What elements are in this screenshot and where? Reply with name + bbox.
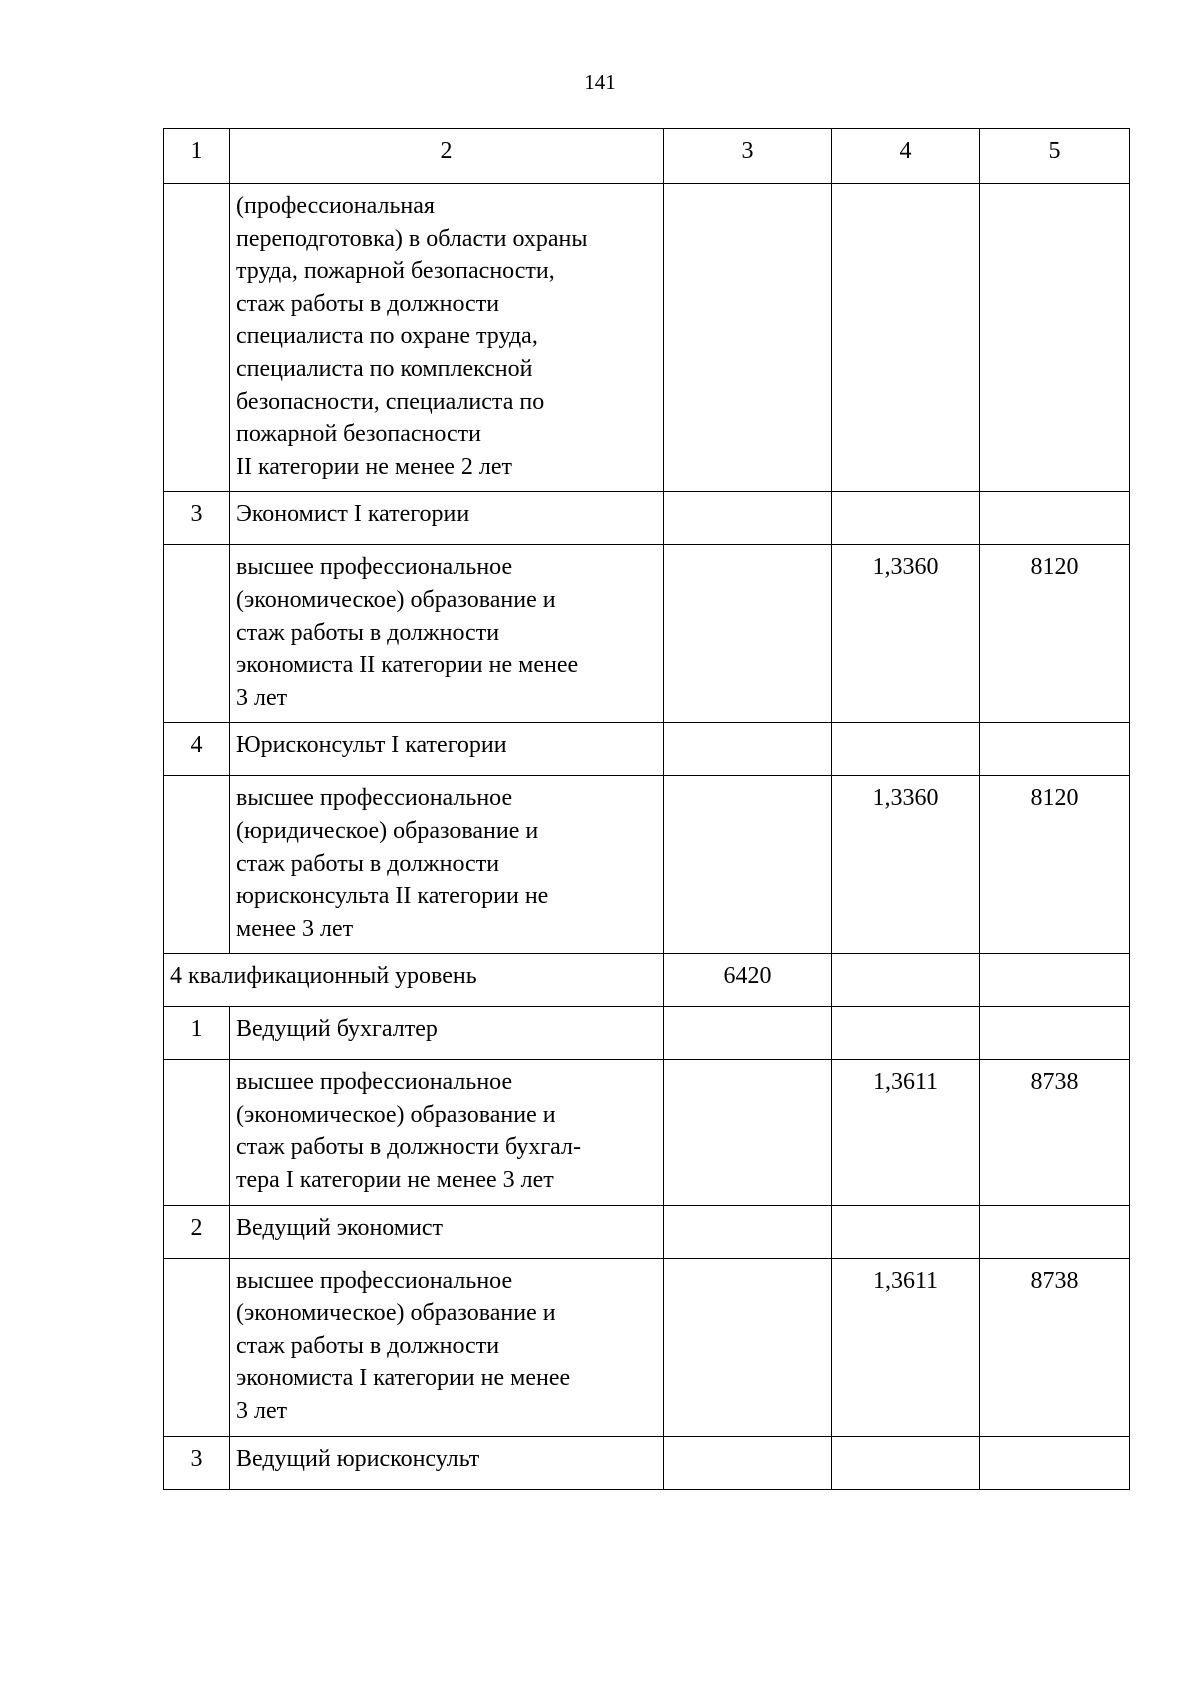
requirements-cell: высшее профессиональное (экономическое) образование и стаж работы в должности экономиста I категории не менее 3 лет [230,1258,664,1436]
qualification-level-row [164,954,1130,1007]
page-number: 141 [584,70,616,94]
salary-cell [980,1205,1130,1258]
base-salary-cell [664,184,832,492]
base-salary-cell [664,1258,832,1436]
requirements-cell: высшее профессиональное (юридическое) образование и стаж работы в должности юрисконсульта II категории не менее 3 лет [230,776,664,954]
salary-cell [980,723,1130,776]
salary-cell: 8120 [980,776,1130,954]
row-number-cell: 1 [164,1007,230,1060]
base-salary-cell [664,723,832,776]
salary-cell: 8738 [980,1258,1130,1436]
table-header-row [164,129,1130,184]
position-title-cell: Ведущий экономист [230,1205,664,1258]
table-row [164,723,1130,776]
salary-cell [980,1007,1130,1060]
row-number-cell [164,545,230,723]
coefficient-cell [832,1007,980,1060]
base-salary-cell [664,1060,832,1205]
position-title-cell: Ведущий юрисконсульт [230,1436,664,1489]
row-number-cell [164,184,230,492]
row-number-cell: 3 [164,1436,230,1489]
header-cell: 2 [230,129,664,184]
row-number-cell: 2 [164,1205,230,1258]
base-salary-cell [664,776,832,954]
coefficient-cell [832,1436,980,1489]
row-number-cell [164,776,230,954]
salary-cell [980,1436,1130,1489]
requirements-cell: высшее профессиональное (экономическое) образование и стаж работы в должности бухгал- тера I категории не менее 3 лет [230,1060,664,1205]
table-row [164,1436,1130,1489]
salary-cell [980,184,1130,492]
base-salary-cell [664,1007,832,1060]
position-title-cell: Ведущий бухгалтер [230,1007,664,1060]
table-row [164,184,1130,492]
row-number-cell: 3 [164,492,230,545]
coefficient-cell: 1,3360 [832,545,980,723]
salary-cell: 8738 [980,1060,1130,1205]
base-salary-cell [664,1436,832,1489]
coefficient-cell: 1,3360 [832,776,980,954]
base-salary-cell [664,545,832,723]
position-title-cell: Экономист I категории [230,492,664,545]
coefficient-cell: 1,3611 [832,1060,980,1205]
coefficient-cell [832,184,980,492]
coefficient-cell [832,954,980,1007]
table-row [164,492,1130,545]
row-number-cell: 4 [164,723,230,776]
header-cell: 4 [832,129,980,184]
qualification-level-cell: 4 квалификационный уровень [164,954,664,1007]
header-cell: 5 [980,129,1130,184]
header-cell: 1 [164,129,230,184]
base-salary-cell: 6420 [664,954,832,1007]
header-cell: 3 [664,129,832,184]
salary-cell: 8120 [980,545,1130,723]
salary-cell [980,492,1130,545]
base-salary-cell [664,1205,832,1258]
position-title-cell: Юрисконсульт I категории [230,723,664,776]
table-row [164,776,1130,954]
coefficient-cell [832,1205,980,1258]
coefficient-cell [832,723,980,776]
base-salary-cell [664,492,832,545]
salary-table [163,128,1130,1490]
row-number-cell [164,1258,230,1436]
requirements-cell: высшее профессиональное (экономическое) образование и стаж работы в должности экономиста II категории не менее 3 лет [230,545,664,723]
table-row [164,545,1130,723]
coefficient-cell: 1,3611 [832,1258,980,1436]
table-row [164,1007,1130,1060]
requirements-cell: (профессиональная переподготовка) в области охраны труда, пожарной безопасности, стаж работы в должности специалиста по охране труда, специалиста по комплексной безопасности, специалиста по пожарной безопасности II категории не менее 2 лет [230,184,664,492]
coefficient-cell [832,492,980,545]
salary-cell [980,954,1130,1007]
table-row [164,1060,1130,1205]
row-number-cell [164,1060,230,1205]
table-row [164,1205,1130,1258]
table-row [164,1258,1130,1436]
